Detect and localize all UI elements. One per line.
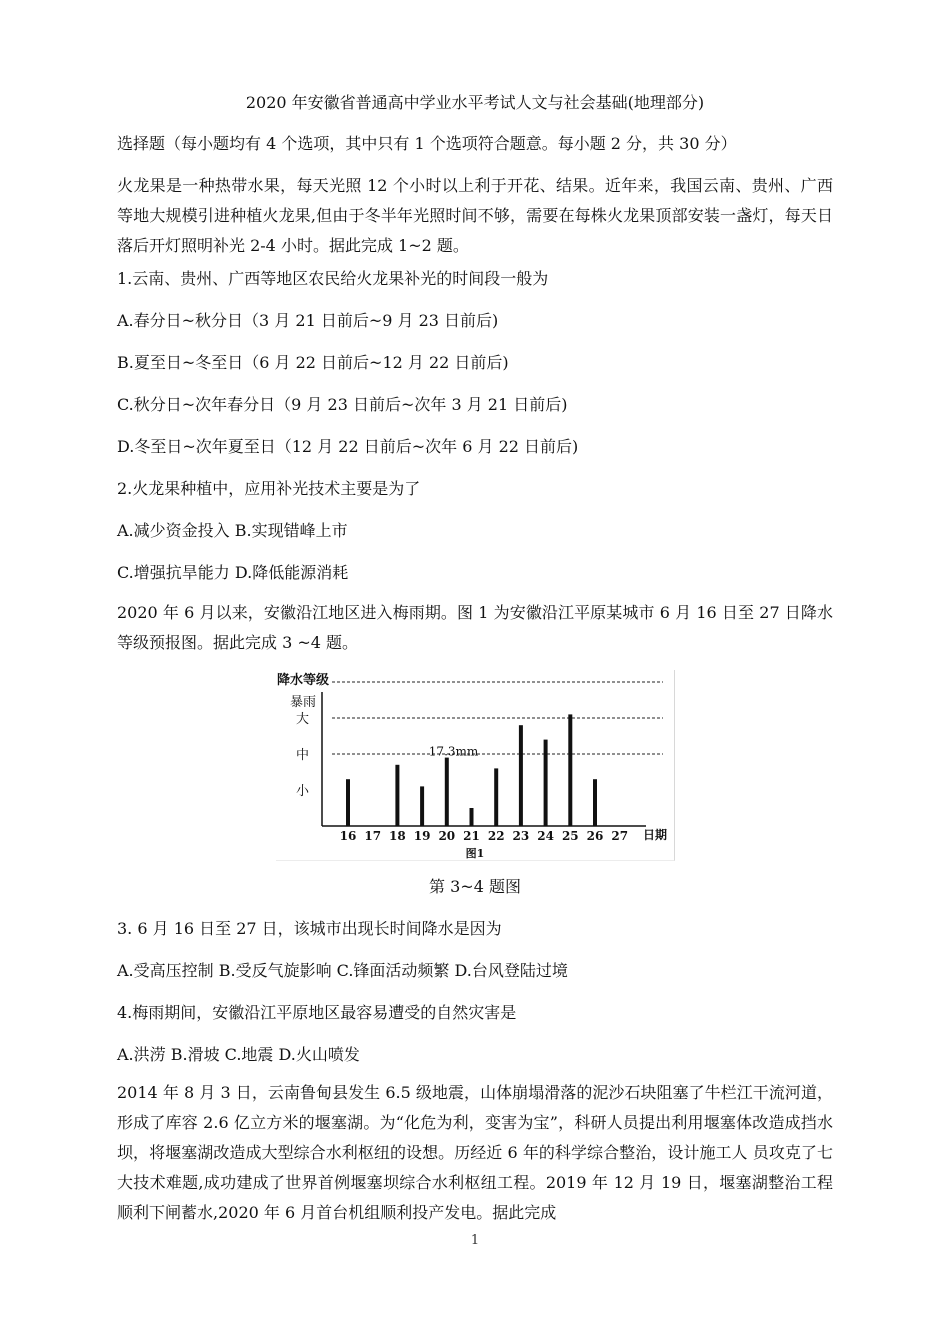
- x-tick-label: 18: [389, 829, 406, 843]
- bar-day-16: [346, 779, 350, 826]
- question-1-option-a: A.春分日~秋分日（3 月 21 日前后~9 月 23 日前后): [117, 311, 499, 330]
- question-3-options: A.受高压控制 B.受反气旋影响 C.锋面活动频繁 D.台风登陆过境: [117, 961, 568, 980]
- y-level-label: 中: [296, 748, 310, 763]
- question-3-stem: 3. 6 月 16 日至 27 日，该城市出现长时间降水是因为: [117, 919, 502, 938]
- bar-day-20: [445, 758, 449, 826]
- x-tick-label: 23: [512, 829, 530, 843]
- x-tick-label: 21: [463, 829, 480, 843]
- document-title: 2020 年安徽省普通高中学业水平考试人文与社会基础(地理部分): [245, 93, 705, 112]
- bar-day-22: [494, 768, 498, 826]
- bar-day-23: [519, 725, 523, 826]
- y-level-label: 暴雨: [290, 695, 317, 710]
- question-1-option-b: B.夏至日~冬至日（6 月 22 日前后~12 月 22 日前后): [117, 353, 509, 372]
- passage-meiyu: 2020 年 6 月以来，安徽沿江地区进入梅雨期。图 1 为安徽沿江平原某城市 6 月 16 日至 27 日降水等级预报图。据此完成 3 ~4 题。: [117, 603, 833, 652]
- bar-day-18: [395, 765, 399, 826]
- x-tick-label: 24: [537, 829, 554, 843]
- x-tick-label: 25: [561, 829, 579, 843]
- x-tick-label: 27: [611, 829, 629, 843]
- x-tick-label: 19: [413, 829, 431, 843]
- question-2-stem: 2.火龙果种植中，应用补光技术主要是为了: [117, 479, 421, 498]
- x-axis-title: 日期: [643, 828, 668, 842]
- question-1-option-d: D.冬至日~次年夏至日（12 月 22 日前后~次年 6 月 22 日前后): [117, 437, 579, 456]
- y-axis-title: 降水等级: [277, 673, 330, 688]
- bar-day-24: [544, 740, 548, 826]
- x-tick-label: 17: [364, 829, 382, 843]
- precipitation-chart-svg: [276, 670, 674, 860]
- y-level-label: 小: [296, 784, 310, 799]
- figure-caption: 第 3~4 题图: [429, 877, 521, 896]
- question-2-options-cd: C.增强抗旱能力 D.降低能源消耗: [117, 563, 349, 582]
- question-1-option-c: C.秋分日~次年春分日（9 月 23 日前后~次年 3 月 21 日前后): [117, 395, 568, 414]
- bar-annotation: 17.3mm: [428, 744, 479, 759]
- question-4-stem: 4.梅雨期间，安徽沿江平原地区最容易遭受的自然灾害是: [117, 1003, 517, 1022]
- figure-label: 图1: [465, 847, 485, 860]
- question-1-stem: 1.云南、贵州、广西等地区农民给火龙果补光的时间段一般为: [117, 269, 549, 288]
- page-number: 1: [470, 1233, 480, 1248]
- question-4-options: A.洪涝 B.滑坡 C.地震 D.火山喷发: [117, 1045, 360, 1064]
- x-tick-label: 20: [438, 829, 456, 843]
- bar-day-19: [420, 786, 424, 826]
- bar-day-21: [470, 808, 474, 826]
- section-header: 选择题（每小题均有 4 个选项，其中只有 1 个选项符合题意。每小题 2 分，共 30 分）: [117, 134, 737, 153]
- y-level-label: 大: [296, 712, 310, 727]
- bar-day-26: [593, 779, 597, 826]
- question-2-options-ab: A.减少资金投入 B.实现错峰上市: [117, 521, 348, 540]
- x-tick-label: 22: [487, 829, 505, 843]
- passage-dragonfruit: 火龙果是一种热带水果，每天光照 12 个小时以上利于开花、结果。近年来，我国云南、贵州、广西等地大规模引进种植火龙果,但由于冬半年光照时间不够，需要在每株火龙果顶部安装一盏灯，每天日落后开灯照明补光 2-4 小时。据此完成 1~2 题。: [117, 176, 833, 255]
- bar-day-25: [568, 714, 572, 826]
- x-tick-label: 16: [339, 829, 357, 843]
- precipitation-chart: [276, 670, 675, 861]
- passage-ludian: 2014 年 8 月 3 日，云南鲁甸县发生 6.5 级地震，山体崩塌滑落的泥沙石块阻塞了牛栏江干流河道，形成了库容 2.6 亿立方米的堰塞湖。为“化危为利，变害为宝”，科研人员提出利用堰塞体改造成挡水坝，将堰塞湖改造成大型综合水利枢纽的设想。历经近 6 年的科学综合整治，设计施工人 员攻克了七大技术难题,成功建成了世界首例堰塞坝综合水利枢纽工程。2019 年 12 月 19 日，堰塞湖整治工程顺利下闸蓄水,2020 年 6 月首台机组顺利投产发电。据此完成: [117, 1083, 833, 1222]
- x-tick-label: 26: [586, 829, 604, 843]
